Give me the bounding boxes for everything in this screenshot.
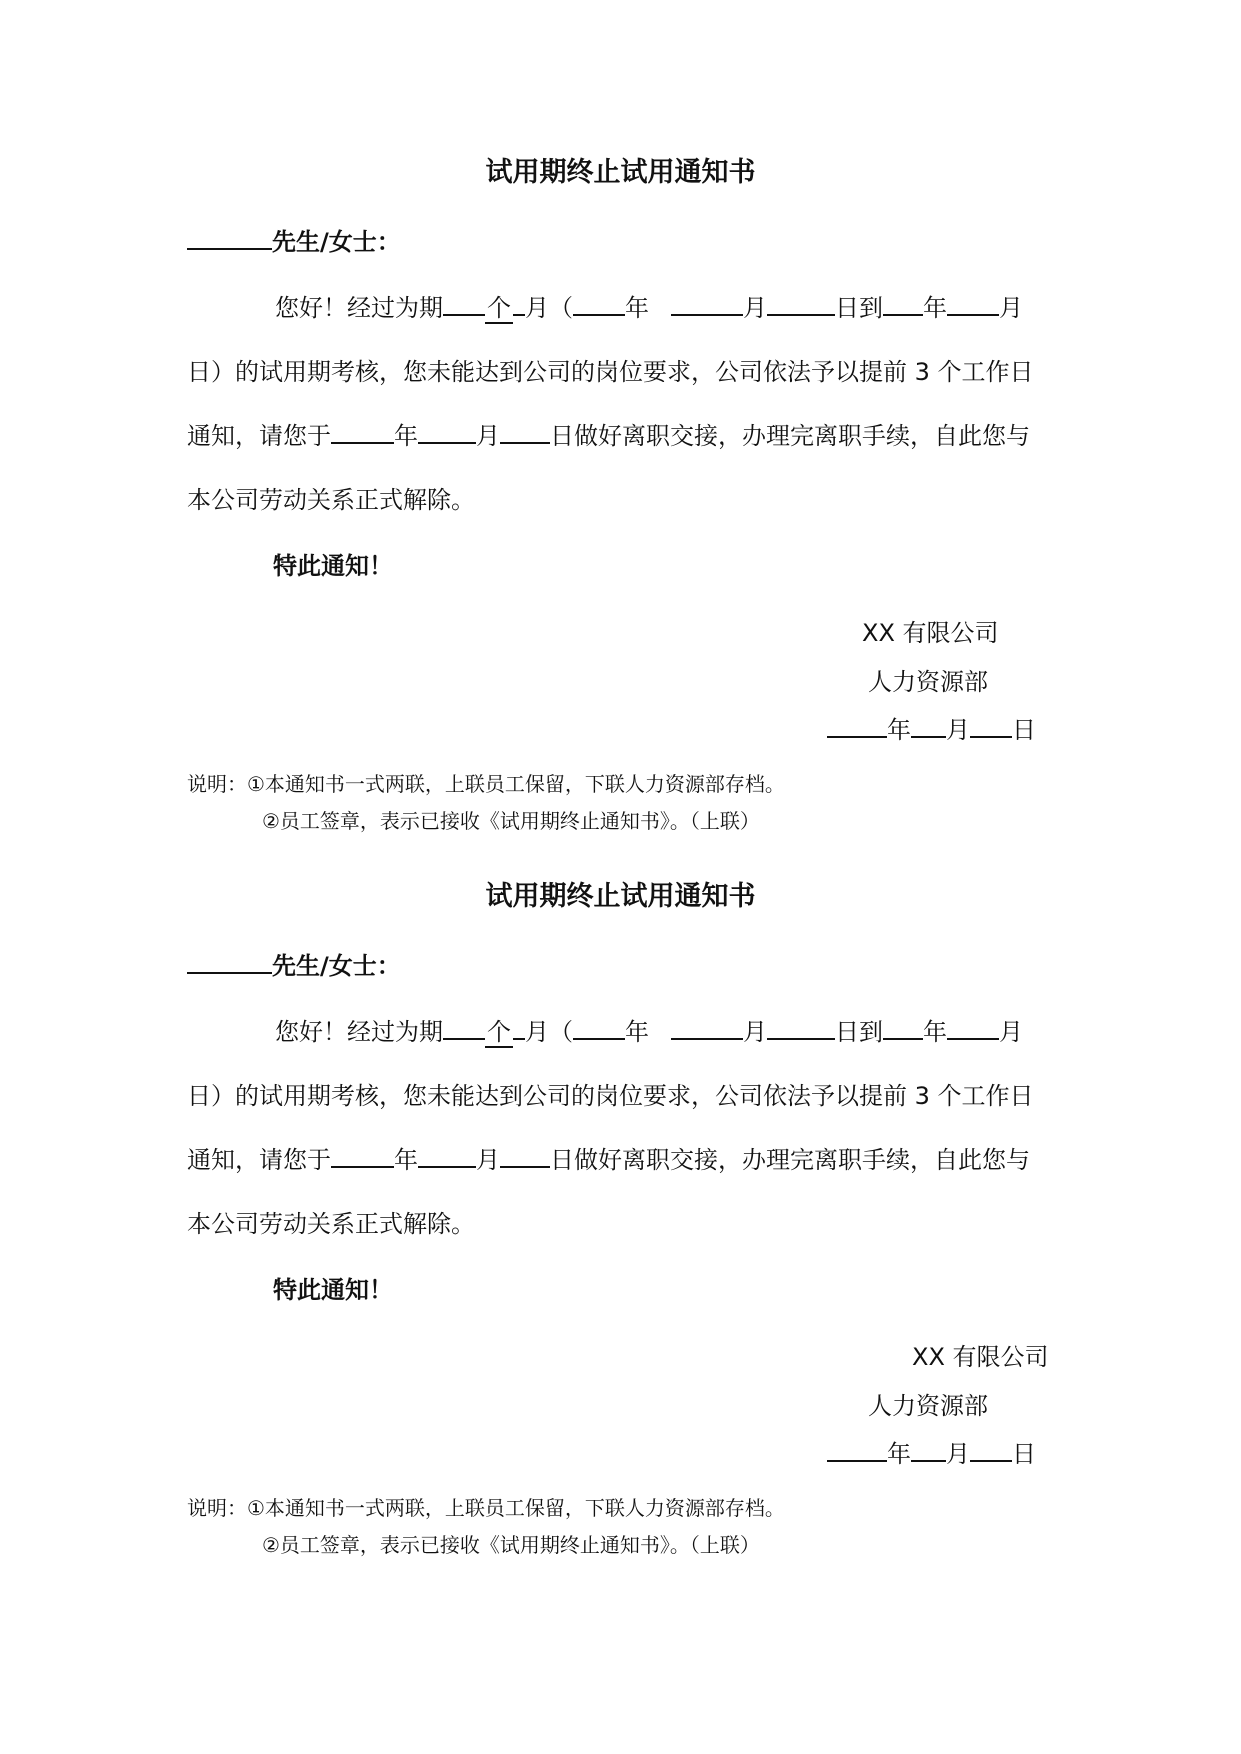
department-name: 人力资源部 [868,668,988,696]
paragraph-line-1: 您好！经过为期 个 月（ 年 月 日到 年 月 [275,1018,1023,1046]
paragraph-line-3: 通知，请您于 年 月 日做好离职交接，办理完离职手续，自此您与 [187,422,1030,450]
signature-date: 年 月 日 [827,710,1036,745]
note-1: 说明：①本通知书一式两联，上联员工保留，下联人力资源部存档。 [187,772,785,796]
paragraph-line-3: 通知，请您于 年 月 日做好离职交接，办理完离职手续，自此您与 [187,1146,1030,1174]
name-blank [187,950,272,974]
department-name: 人力资源部 [868,1392,988,1420]
company-name: XX 有限公司 [862,619,999,647]
signature-date: 年 月 日 [827,1434,1036,1469]
closing: 特此通知！ [273,552,393,580]
paragraph-line-4: 本公司劳动关系正式解除。 [187,1210,475,1238]
notice-title: 试用期终止试用通知书 [485,157,756,188]
note-1: 说明：①本通知书一式两联，上联员工保留，下联人力资源部存档。 [187,1496,785,1520]
salutation [187,222,401,257]
salutation [187,946,401,981]
name-blank [187,226,272,250]
months-count: 个 [487,294,511,322]
paragraph-line-2: 日）的试用期考核，您未能达到公司的岗位要求，公司依法予以提前 3 个工作日 [187,1082,1034,1110]
note-2: ②员工签章，表示已接收《试用期终止通知书》。（上联） [262,809,760,833]
paragraph-line-4: 本公司劳动关系正式解除。 [187,486,475,514]
paragraph-line-2: 日）的试用期考核，您未能达到公司的岗位要求，公司依法予以提前 3 个工作日 [187,358,1034,386]
note-2: ②员工签章，表示已接收《试用期终止通知书》。（上联） [262,1533,760,1557]
salutation-text: 先生/女士： [272,952,401,980]
company-name: XX 有限公司 [912,1343,1049,1371]
closing: 特此通知！ [273,1276,393,1304]
months-count: 个 [487,1018,511,1046]
paragraph-line-1: 您好！经过为期 个 月（ 年 月 日到 年 月 [275,294,1023,322]
notice-title: 试用期终止试用通知书 [485,881,756,912]
salutation-text: 先生/女士： [272,228,401,256]
